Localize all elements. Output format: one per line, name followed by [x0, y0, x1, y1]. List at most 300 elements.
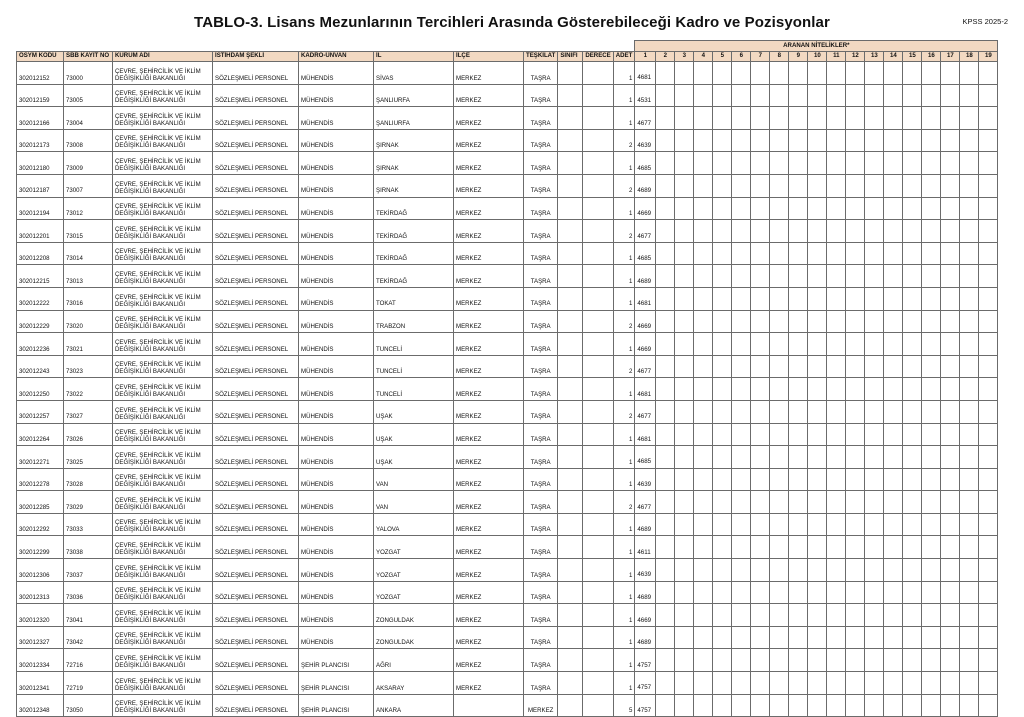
institution-line-2: DEĞİŞİKLİĞİ BAKANLIĞI — [115, 390, 186, 398]
district-cell: MERKEZ — [454, 84, 524, 107]
osym-code-cell: 302012173 — [17, 129, 64, 152]
qualification-empty-cell — [675, 84, 694, 107]
institution-line-2: DEĞİŞİKLİĞİ BAKANLIĞI — [115, 255, 186, 263]
qualification-empty-cell — [903, 446, 922, 469]
qualification-empty-cell — [960, 310, 979, 333]
qualification-empty-cell — [770, 265, 789, 288]
qualification-empty-cell — [865, 84, 884, 107]
quantity-cell: 2 — [613, 310, 635, 333]
qualification-empty-cell — [675, 672, 694, 695]
qualification-empty-cell — [827, 174, 846, 197]
employment-type-cell: SÖZLEŞMELİ PERSONEL — [213, 513, 299, 536]
qualification-empty-cell — [694, 378, 713, 401]
qualification-code-cell: 4677 — [635, 355, 656, 378]
class-cell — [558, 491, 583, 514]
qualification-empty-cell — [903, 333, 922, 356]
qualification-empty-cell — [979, 287, 998, 310]
qualification-empty-cell — [770, 604, 789, 627]
qualification-empty-cell — [675, 265, 694, 288]
qualification-empty-cell — [979, 536, 998, 559]
qualification-empty-cell — [960, 197, 979, 220]
table-row — [17, 604, 998, 627]
institution-cell — [113, 174, 213, 197]
employment-type-cell: SÖZLEŞMELİ PERSONEL — [213, 152, 299, 175]
qualification-empty-cell — [884, 491, 903, 514]
qualification-empty-cell — [941, 694, 960, 717]
qualification-empty-cell — [979, 242, 998, 265]
qualification-empty-cell — [865, 174, 884, 197]
qualification-col-header: 7 — [751, 52, 770, 62]
qualification-empty-cell — [960, 491, 979, 514]
position-title-cell: MÜHENDİS — [299, 333, 374, 356]
qualification-empty-cell — [865, 581, 884, 604]
qualification-empty-cell — [979, 491, 998, 514]
qualification-empty-cell — [865, 446, 884, 469]
district-cell: MERKEZ — [454, 491, 524, 514]
qualification-empty-cell — [979, 152, 998, 175]
qualification-empty-cell — [751, 107, 770, 130]
qualification-empty-cell — [884, 355, 903, 378]
qualification-empty-cell — [922, 174, 941, 197]
district-cell: MERKEZ — [454, 400, 524, 423]
qualification-empty-cell — [979, 62, 998, 85]
employment-type-cell: SÖZLEŞMELİ PERSONEL — [213, 446, 299, 469]
qualification-empty-cell — [827, 672, 846, 695]
institution-line-2: DEĞİŞİKLİĞİ BAKANLIĞI — [115, 323, 186, 331]
qualification-empty-cell — [656, 220, 675, 243]
qualification-empty-cell — [789, 197, 808, 220]
province-cell: ZONGULDAK — [374, 604, 454, 627]
qualification-empty-cell — [675, 626, 694, 649]
sbb-no-cell: 73014 — [64, 242, 113, 265]
position-title-cell: MÜHENDİS — [299, 220, 374, 243]
qualification-empty-cell — [979, 694, 998, 717]
sbb-no-cell: 73015 — [64, 220, 113, 243]
qualification-empty-cell — [732, 84, 751, 107]
qualification-empty-cell — [713, 491, 732, 514]
institution-line-1: ÇEVRE, ŞEHİRCİLİK VE İKLİM — [115, 587, 201, 595]
province-cell: ŞIRNAK — [374, 174, 454, 197]
qualification-empty-cell — [713, 626, 732, 649]
qualification-empty-cell — [827, 649, 846, 672]
qualification-empty-cell — [846, 84, 865, 107]
qualification-empty-cell — [770, 672, 789, 695]
qualification-empty-cell — [941, 400, 960, 423]
grade-cell — [583, 604, 613, 627]
qualification-empty-cell — [808, 446, 827, 469]
province-cell: AĞRI — [374, 649, 454, 672]
qualification-empty-cell — [656, 446, 675, 469]
employment-type-cell: SÖZLEŞMELİ PERSONEL — [213, 626, 299, 649]
table-row — [17, 152, 998, 175]
qualification-empty-cell — [789, 129, 808, 152]
qualification-empty-cell — [675, 333, 694, 356]
district-cell: MERKEZ — [454, 265, 524, 288]
qualification-empty-cell — [770, 400, 789, 423]
province-cell: TEKİRDAĞ — [374, 242, 454, 265]
qualification-empty-cell — [751, 400, 770, 423]
district-cell: MERKEZ — [454, 174, 524, 197]
qualification-empty-cell — [694, 649, 713, 672]
position-title-cell: MÜHENDİS — [299, 626, 374, 649]
quantity-cell: 1 — [613, 468, 635, 491]
qualification-empty-cell — [941, 355, 960, 378]
qualification-empty-cell — [694, 400, 713, 423]
qualification-empty-cell — [941, 152, 960, 175]
grade-cell — [583, 129, 613, 152]
employment-type-cell: SÖZLEŞMELİ PERSONEL — [213, 491, 299, 514]
qualification-empty-cell — [903, 355, 922, 378]
table-row — [17, 423, 998, 446]
qualification-col-header: 5 — [713, 52, 732, 62]
quantity-cell: 2 — [613, 129, 635, 152]
qualification-empty-cell — [789, 446, 808, 469]
qualification-empty-cell — [846, 604, 865, 627]
osym-code-cell: 302012348 — [17, 694, 64, 717]
qualification-empty-cell — [675, 491, 694, 514]
qualification-empty-cell — [713, 84, 732, 107]
qualification-col-header: 1 — [635, 52, 656, 62]
institution-line-2: DEĞİŞİKLİĞİ BAKANLIĞI — [115, 707, 186, 715]
qualification-empty-cell — [713, 468, 732, 491]
qualification-empty-cell — [713, 62, 732, 85]
institution-line-1: ÇEVRE, ŞEHİRCİLİK VE İKLİM — [115, 316, 201, 324]
qualification-empty-cell — [789, 242, 808, 265]
qualification-empty-cell — [979, 197, 998, 220]
qualification-code-cell: 4685 — [635, 152, 656, 175]
qualification-empty-cell — [789, 536, 808, 559]
employment-type-cell: SÖZLEŞMELİ PERSONEL — [213, 694, 299, 717]
qualification-empty-cell — [941, 649, 960, 672]
qualification-empty-cell — [656, 626, 675, 649]
institution-cell — [113, 581, 213, 604]
quantity-cell: 1 — [613, 672, 635, 695]
qualification-col-header: 13 — [865, 52, 884, 62]
qualification-empty-cell — [713, 446, 732, 469]
qualification-empty-cell — [903, 174, 922, 197]
qualification-empty-cell — [884, 129, 903, 152]
class-cell — [558, 468, 583, 491]
province-cell: TEKİRDAĞ — [374, 265, 454, 288]
qualification-empty-cell — [732, 423, 751, 446]
quantity-cell: 1 — [613, 513, 635, 536]
qualification-empty-cell — [713, 694, 732, 717]
organization-cell: TAŞRA — [524, 84, 558, 107]
qualification-empty-cell — [979, 355, 998, 378]
qualification-empty-cell — [656, 491, 675, 514]
institution-cell — [113, 694, 213, 717]
qualification-empty-cell — [770, 152, 789, 175]
qualification-code-cell: 4681 — [635, 378, 656, 401]
quantity-cell: 1 — [613, 333, 635, 356]
district-cell: MERKEZ — [454, 672, 524, 695]
qualification-empty-cell — [922, 559, 941, 582]
qualification-empty-cell — [694, 129, 713, 152]
qualification-empty-cell — [751, 355, 770, 378]
quantity-cell: 2 — [613, 355, 635, 378]
sbb-no-cell: 73036 — [64, 581, 113, 604]
qualification-empty-cell — [732, 536, 751, 559]
qualification-empty-cell — [960, 129, 979, 152]
qualification-empty-cell — [884, 423, 903, 446]
quantity-cell: 1 — [613, 107, 635, 130]
institution-line-1: ÇEVRE, ŞEHİRCİLİK VE İKLİM — [115, 474, 201, 482]
sbb-no-cell: 73008 — [64, 129, 113, 152]
qualification-empty-cell — [922, 310, 941, 333]
grade-cell — [583, 468, 613, 491]
institution-line-2: DEĞİŞİKLİĞİ BAKANLIĞI — [115, 549, 186, 557]
qualification-empty-cell — [694, 62, 713, 85]
institution-cell — [113, 672, 213, 695]
qualification-empty-cell — [846, 400, 865, 423]
qualification-empty-cell — [979, 513, 998, 536]
position-title-cell: MÜHENDİS — [299, 446, 374, 469]
grade-cell — [583, 400, 613, 423]
qualification-empty-cell — [941, 129, 960, 152]
qualification-empty-cell — [751, 265, 770, 288]
qualification-empty-cell — [732, 513, 751, 536]
qualification-empty-cell — [751, 694, 770, 717]
qualification-empty-cell — [903, 287, 922, 310]
qualification-empty-cell — [960, 220, 979, 243]
qualification-empty-cell — [751, 513, 770, 536]
employment-type-cell: SÖZLEŞMELİ PERSONEL — [213, 604, 299, 627]
table-body — [17, 62, 998, 717]
class-cell — [558, 604, 583, 627]
qualification-empty-cell — [884, 559, 903, 582]
sbb-no-cell: 73016 — [64, 287, 113, 310]
qualification-empty-cell — [656, 378, 675, 401]
osym-code-cell: 302012264 — [17, 423, 64, 446]
qualification-empty-cell — [656, 129, 675, 152]
qualification-empty-cell — [960, 265, 979, 288]
institution-line-2: DEĞİŞİKLİĞİ BAKANLIĞI — [115, 210, 186, 218]
qualification-empty-cell — [865, 400, 884, 423]
qualification-empty-cell — [656, 242, 675, 265]
qualification-empty-cell — [827, 446, 846, 469]
institution-cell — [113, 513, 213, 536]
qualification-empty-cell — [732, 649, 751, 672]
quantity-cell: 1 — [613, 446, 635, 469]
sbb-no-cell: 73042 — [64, 626, 113, 649]
institution-line-2: DEĞİŞİKLİĞİ BAKANLIĞI — [115, 97, 186, 105]
qualification-code-cell: 4677 — [635, 107, 656, 130]
qualification-empty-cell — [732, 559, 751, 582]
qualification-empty-cell — [827, 107, 846, 130]
positions-table — [16, 40, 998, 717]
qualification-empty-cell — [827, 333, 846, 356]
qualification-empty-cell — [922, 197, 941, 220]
qualification-empty-cell — [827, 197, 846, 220]
qualification-empty-cell — [979, 129, 998, 152]
osym-code-cell: 302012257 — [17, 400, 64, 423]
institution-line-2: DEĞİŞİKLİĞİ BAKANLIĞI — [115, 684, 186, 692]
qualification-empty-cell — [846, 107, 865, 130]
sbb-no-cell: 73020 — [64, 310, 113, 333]
qualification-code-cell: 4681 — [635, 423, 656, 446]
class-cell — [558, 107, 583, 130]
osym-code-cell: 302012229 — [17, 310, 64, 333]
institution-line-1: ÇEVRE, ŞEHİRCİLİK VE İKLİM — [115, 270, 201, 278]
osym-code-cell: 302012285 — [17, 491, 64, 514]
institution-line-2: DEĞİŞİKLİĞİ BAKANLIĞI — [115, 74, 186, 82]
institution-line-1: ÇEVRE, ŞEHİRCİLİK VE İKLİM — [115, 225, 201, 233]
qualification-empty-cell — [884, 604, 903, 627]
qualification-empty-cell — [732, 62, 751, 85]
qualification-empty-cell — [789, 672, 808, 695]
qualification-empty-cell — [789, 491, 808, 514]
osym-code-cell: 302012327 — [17, 626, 64, 649]
qualification-empty-cell — [713, 174, 732, 197]
qualification-empty-cell — [656, 513, 675, 536]
table-row — [17, 197, 998, 220]
qualification-empty-cell — [941, 581, 960, 604]
qualification-code-cell: 4689 — [635, 626, 656, 649]
qualification-empty-cell — [941, 468, 960, 491]
qualification-empty-cell — [694, 468, 713, 491]
qualification-empty-cell — [808, 559, 827, 582]
position-title-cell: ŞEHİR PLANCISI — [299, 649, 374, 672]
qualification-empty-cell — [675, 152, 694, 175]
qualification-empty-cell — [732, 378, 751, 401]
osym-code-cell: 302012159 — [17, 84, 64, 107]
grade-cell — [583, 197, 613, 220]
grade-cell — [583, 333, 613, 356]
qualification-code-cell: 4757 — [635, 694, 656, 717]
quantity-cell: 2 — [613, 220, 635, 243]
quantity-cell: 1 — [613, 152, 635, 175]
position-title-cell: MÜHENDİS — [299, 197, 374, 220]
qualification-empty-cell — [884, 242, 903, 265]
qualification-empty-cell — [656, 84, 675, 107]
organization-cell: TAŞRA — [524, 446, 558, 469]
table-row — [17, 513, 998, 536]
position-title-cell: MÜHENDİS — [299, 604, 374, 627]
quantity-cell: 1 — [613, 581, 635, 604]
table-row — [17, 400, 998, 423]
qualification-code-cell: 4685 — [635, 242, 656, 265]
position-title-cell: MÜHENDİS — [299, 468, 374, 491]
qualification-empty-cell — [846, 581, 865, 604]
qualification-empty-cell — [789, 152, 808, 175]
qualification-empty-cell — [827, 491, 846, 514]
organization-cell: TAŞRA — [524, 310, 558, 333]
qualification-empty-cell — [751, 174, 770, 197]
institution-line-2: DEĞİŞİKLİĞİ BAKANLIĞI — [115, 187, 186, 195]
district-cell: MERKEZ — [454, 220, 524, 243]
qualification-empty-cell — [732, 152, 751, 175]
qualification-empty-cell — [865, 468, 884, 491]
institution-line-2: DEĞİŞİKLİĞİ BAKANLIĞI — [115, 594, 186, 602]
qualification-empty-cell — [770, 62, 789, 85]
province-cell: YOZGAT — [374, 581, 454, 604]
qualifications-group-header: ARANAN NİTELİKLER* — [635, 41, 998, 52]
qualification-empty-cell — [846, 242, 865, 265]
table-row — [17, 672, 998, 695]
qualification-empty-cell — [903, 242, 922, 265]
qualification-empty-cell — [675, 355, 694, 378]
qualification-empty-cell — [675, 559, 694, 582]
qualification-empty-cell — [922, 672, 941, 695]
sbb-no-cell: 73050 — [64, 694, 113, 717]
qualification-empty-cell — [865, 649, 884, 672]
table-row — [17, 536, 998, 559]
class-cell — [558, 265, 583, 288]
quantity-cell: 1 — [613, 287, 635, 310]
grade-cell — [583, 559, 613, 582]
qualification-empty-cell — [884, 333, 903, 356]
qualification-empty-cell — [789, 581, 808, 604]
qualification-empty-cell — [789, 174, 808, 197]
table-row — [17, 129, 998, 152]
qualification-empty-cell — [903, 694, 922, 717]
qualification-empty-cell — [770, 333, 789, 356]
qualification-empty-cell — [960, 468, 979, 491]
employment-type-cell: SÖZLEŞMELİ PERSONEL — [213, 310, 299, 333]
position-title-cell: MÜHENDİS — [299, 355, 374, 378]
grade-cell — [583, 152, 613, 175]
qualification-empty-cell — [713, 355, 732, 378]
qualification-empty-cell — [846, 310, 865, 333]
qualification-empty-cell — [732, 129, 751, 152]
class-cell — [558, 333, 583, 356]
qualification-empty-cell — [903, 604, 922, 627]
table-row — [17, 287, 998, 310]
institution-line-2: DEĞİŞİKLİĞİ BAKANLIĞI — [115, 119, 186, 127]
qualification-empty-cell — [770, 513, 789, 536]
qualification-empty-cell — [941, 220, 960, 243]
osym-code-cell: 302012208 — [17, 242, 64, 265]
employment-type-cell: SÖZLEŞMELİ PERSONEL — [213, 174, 299, 197]
qualification-empty-cell — [884, 265, 903, 288]
qualification-empty-cell — [922, 107, 941, 130]
qualification-code-cell: 4681 — [635, 287, 656, 310]
institution-line-1: ÇEVRE, ŞEHİRCİLİK VE İKLİM — [115, 135, 201, 143]
qualification-empty-cell — [941, 287, 960, 310]
qualification-empty-cell — [979, 333, 998, 356]
qualification-empty-cell — [922, 468, 941, 491]
district-cell: MERKEZ — [454, 513, 524, 536]
qualification-empty-cell — [922, 242, 941, 265]
qualification-empty-cell — [770, 446, 789, 469]
qualification-empty-cell — [732, 446, 751, 469]
qualification-empty-cell — [960, 174, 979, 197]
qualification-empty-cell — [713, 559, 732, 582]
qualification-code-cell: 4669 — [635, 197, 656, 220]
sbb-no-cell: 73041 — [64, 604, 113, 627]
employment-type-cell: SÖZLEŞMELİ PERSONEL — [213, 400, 299, 423]
qualification-col-header: 16 — [922, 52, 941, 62]
institution-line-1: ÇEVRE, ŞEHİRCİLİK VE İKLİM — [115, 67, 201, 75]
quantity-cell: 1 — [613, 626, 635, 649]
qualification-empty-cell — [960, 649, 979, 672]
qualification-empty-cell — [922, 513, 941, 536]
qualification-col-header: 12 — [846, 52, 865, 62]
qualification-empty-cell — [694, 107, 713, 130]
qualification-empty-cell — [865, 491, 884, 514]
employment-type-cell: SÖZLEŞMELİ PERSONEL — [213, 129, 299, 152]
qualification-empty-cell — [941, 333, 960, 356]
qualification-empty-cell — [922, 62, 941, 85]
qualification-empty-cell — [656, 197, 675, 220]
grade-cell — [583, 694, 613, 717]
qualification-empty-cell — [846, 672, 865, 695]
grade-cell — [583, 174, 613, 197]
institution-line-1: ÇEVRE, ŞEHİRCİLİK VE İKLİM — [115, 564, 201, 572]
institution-cell — [113, 107, 213, 130]
qualification-empty-cell — [713, 197, 732, 220]
qualification-empty-cell — [865, 626, 884, 649]
